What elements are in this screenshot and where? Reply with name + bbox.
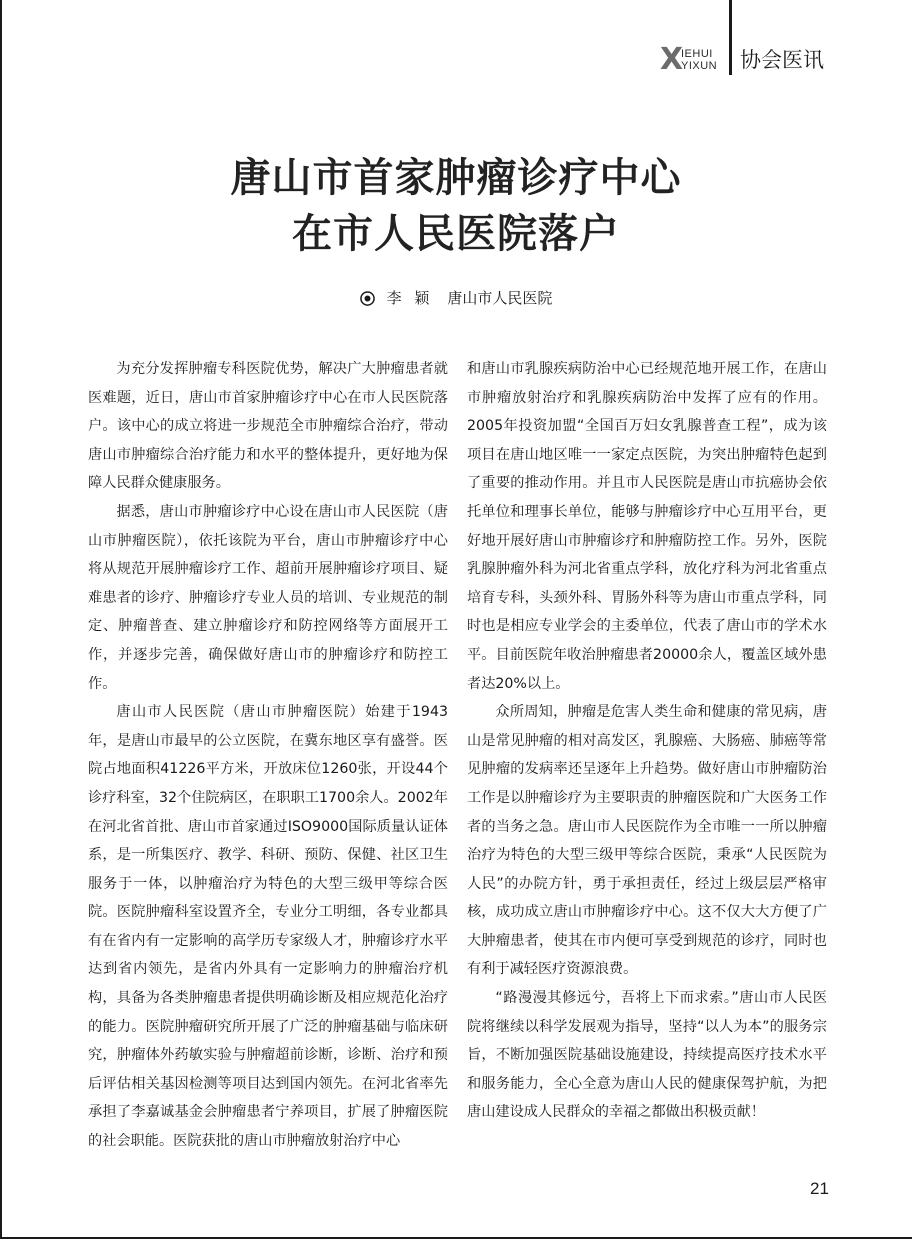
- body-column-left: [88, 355, 448, 1156]
- author-affiliation: 唐山市人民医院: [447, 289, 553, 307]
- logo-text: [681, 48, 717, 72]
- article-title-line-2: 在市人民医院落户: [292, 210, 620, 257]
- header-divider: [729, 0, 732, 75]
- body-paragraph-continued: 和唐山市乳腺疾病防治中心已经规范地开展工作，在唐山市肿瘤放射治疗和乳腺疾病防治中发挥了应有的作用。2005年投资加盟“全国百万妇女乳腺普查工程”，成为该项目在唐山地区唯一一家定点医院，为突出肿瘤特色起到了重要的推动作用。并且市人民医院是唐山市抗癌协会依托单位和理事长单位，能够与肿瘤诊疗中心互用平台，更好地开展好唐山市肿瘤诊疗和肿瘤防控工作。另外，医院乳腺肿瘤外科为河北省重点学科，放化疗科为河北省重点培育专科，头颈外科、胃肠外科等为唐山市重点学科，同时也是相应专业学会的主委单位，代表了唐山市的学术水平。目前医院年收治肿瘤患者20000余人，覆盖区域外患者达20%以上。: [467, 361, 827, 692]
- section-title: 协会医讯: [740, 48, 824, 72]
- byline: [0, 288, 912, 308]
- page-border-left: [0, 0, 2, 1239]
- body-column-right: [467, 355, 827, 1127]
- author-name: 李 颖: [386, 289, 434, 307]
- logo-line-2: YIXUN: [681, 60, 718, 72]
- body-paragraph: 为充分发挥肿瘤专科医院优势，解决广大肿瘤患者就医难题，近日，唐山市首家肿瘤诊疗中心在市人民医院落户。该中心的成立将进一步规范全市肿瘤综合治疗，带动唐山市肿瘤综合治疗能力和水平的整体提升，更好地为保障人民群众健康服务。: [88, 361, 448, 492]
- page-number: 21: [810, 1179, 829, 1198]
- body-paragraph: 唐山市人民医院（唐山市肿瘤医院）始建于1943年，是唐山市最早的公立医院，在冀东地区享有盛誉。医院占地面积41226平方米，开放床位1260张，开设44个诊疗科室，32个住院病区，在职职工1700余人。2002年在河北省首批、唐山市首家通过ISO9000国际质量认证体系，是一所集医疗、教学、科研、预防、保健、社区卫生服务于一体，以肿瘤治疗为特色的大型三级甲等综合医院。医院肿瘤科室设置齐全，专业分工明细，各专业都具有在省内有一定影响的高学历专家级人才，肿瘤诊疗水平达到省内领先，是省内外具有一定影响力的肿瘤治疗机构，具备为各类肿瘤患者提供明确诊断及相应规范化治疗的能力。医院肿瘤研究所开展了广泛的肿瘤基础与临床研究，肿瘤体外药敏实验与肿瘤超前诊断，诊断、治疗和预后评估相关基因检测等项目达到国内领先。在河北省率先承担了李嘉诚基金会肿瘤患者宁养项目，扩展了肿瘤医院的社会职能。医院获批的唐山市肿瘤放射治疗中心: [88, 704, 448, 1150]
- article-title-line-1: 唐山市首家肿瘤诊疗中心: [230, 154, 682, 201]
- logo-line-1: IEHUI: [681, 48, 713, 60]
- logo-letter: X: [660, 42, 684, 77]
- body-paragraph: 据悉，唐山市肿瘤诊疗中心设在唐山市人民医院（唐山市肿瘤医院），依托该院为平台，唐山市肿瘤诊疗中心将从规范开展肿瘤诊疗工作、超前开展肿瘤诊疗项目、疑难患者的诊疗、肿瘤诊疗专业人员的培训、专业规范的制定、肿瘤普查、建立肿瘤诊疗和防控网络等方面展开工作，并逐步完善，确保做好唐山市的肿瘤诊疗和防控工作。: [88, 503, 448, 692]
- body-paragraph: “路漫漫其修远兮，吾将上下而求索。”唐山市人民医院将继续以科学发展观为指导，坚持“以人为本”的服务宗旨，不断加强医院基础设施建设，持续提高医疗技术水平和服务能力，全心全意为唐山人民的健康保驾护航，为把唐山建设成人民群众的幸福之都做出积极贡献！: [467, 990, 827, 1121]
- header-logo: [660, 44, 726, 76]
- target-circle-icon: [360, 291, 375, 306]
- body-paragraph: 众所周知，肿瘤是危害人类生命和健康的常见病，唐山是常见肿瘤的相对高发区，乳腺癌、大肠癌、肺癌等常见肿瘤的发病率还呈逐年上升趋势。做好唐山市肿瘤防治工作是以肿瘤诊疗为主要职责的肿瘤医院和广大医务工作者的当务之急。唐山市人民医院作为全市唯一一所以肿瘤治疗为特色的大型三级甲等综合医院，秉承“人民医院为人民”的办院方针，勇于承担责任，经过上级层层严格审核，成功成立唐山市肿瘤诊疗中心。这不仅大大方便了广大肿瘤患者，使其在市内便可享受到规范的诊疗，同时也有利于减轻医疗资源浪费。: [467, 704, 827, 978]
